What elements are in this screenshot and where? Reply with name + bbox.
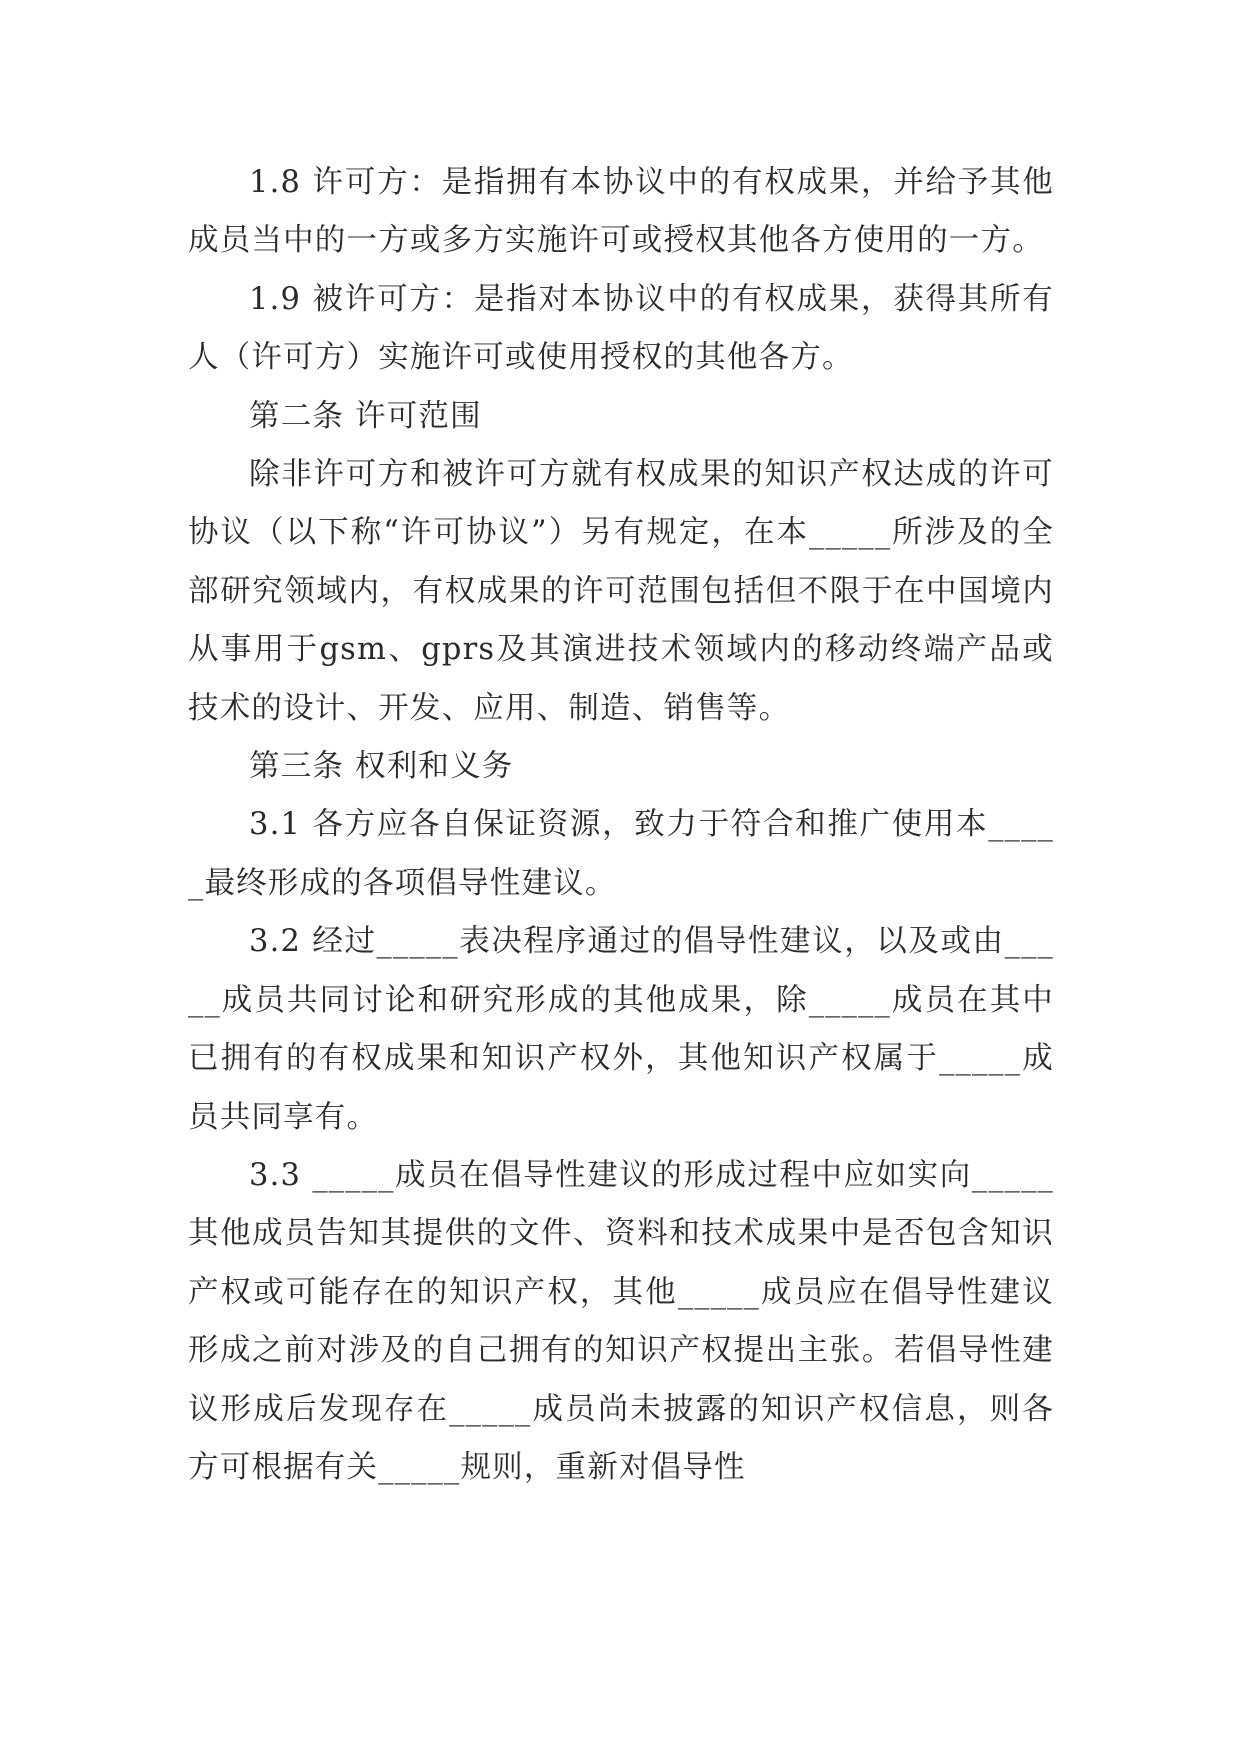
article-2-heading: 第二条 许可范围 xyxy=(249,398,482,434)
paragraph-3-3: 3.3 _____成员在倡导性建议的形成过程中应如实向_____其他成员告知其提供的文件、资料和技术成果中是否包含知识产权或可能存在的知识产权，其他_____成员应在倡导性建议形成之前对涉及的自己拥有的知识产权提出主张。若倡导性建议形成后发现存在_____成员尚未披露的知识产权信息，则各方可根据有关_____规则，重新对倡导性 xyxy=(188,1157,1054,1485)
paragraph-3-1: 3.1 各方应各自保证资源，致力于符合和推广使用本_____最终形成的各项倡导性建议。 xyxy=(188,807,1054,901)
paragraph-3-2: 3.2 经过_____表决程序通过的倡导性建议，以及或由_____成员共同讨论和研究形成的其他成果，除_____成员在其中已拥有的有权成果和知识产权外，其他知识产权属于_____成员共同享有。 xyxy=(188,924,1054,1135)
article-3-heading: 第三条 权利和义务 xyxy=(249,749,514,785)
document-body xyxy=(188,154,1054,1497)
paragraph-license-scope: 除非许可方和被许可方就有权成果的知识产权达成的许可协议（以下称“许可协议”）另有规定，在本_____所涉及的全部研究领域内，有权成果的许可范围包括但不限于在中国境内从事用于gsm、gprs及其演进技术领域内的移动终端产品或技术的设计、开发、应用、制造、销售等。 xyxy=(188,457,1054,726)
paragraph-1-9-licensee: 1.9 被许可方：是指对本协议中的有权成果，获得其所有人（许可方）实施许可或使用授权的其他各方。 xyxy=(188,281,1054,376)
paragraph-1-8-licensor: 1.8 许可方：是指拥有本协议中的有权成果，并给予其他成员当中的一方或多方实施许可或授权其他各方使用的一方。 xyxy=(188,165,1054,259)
